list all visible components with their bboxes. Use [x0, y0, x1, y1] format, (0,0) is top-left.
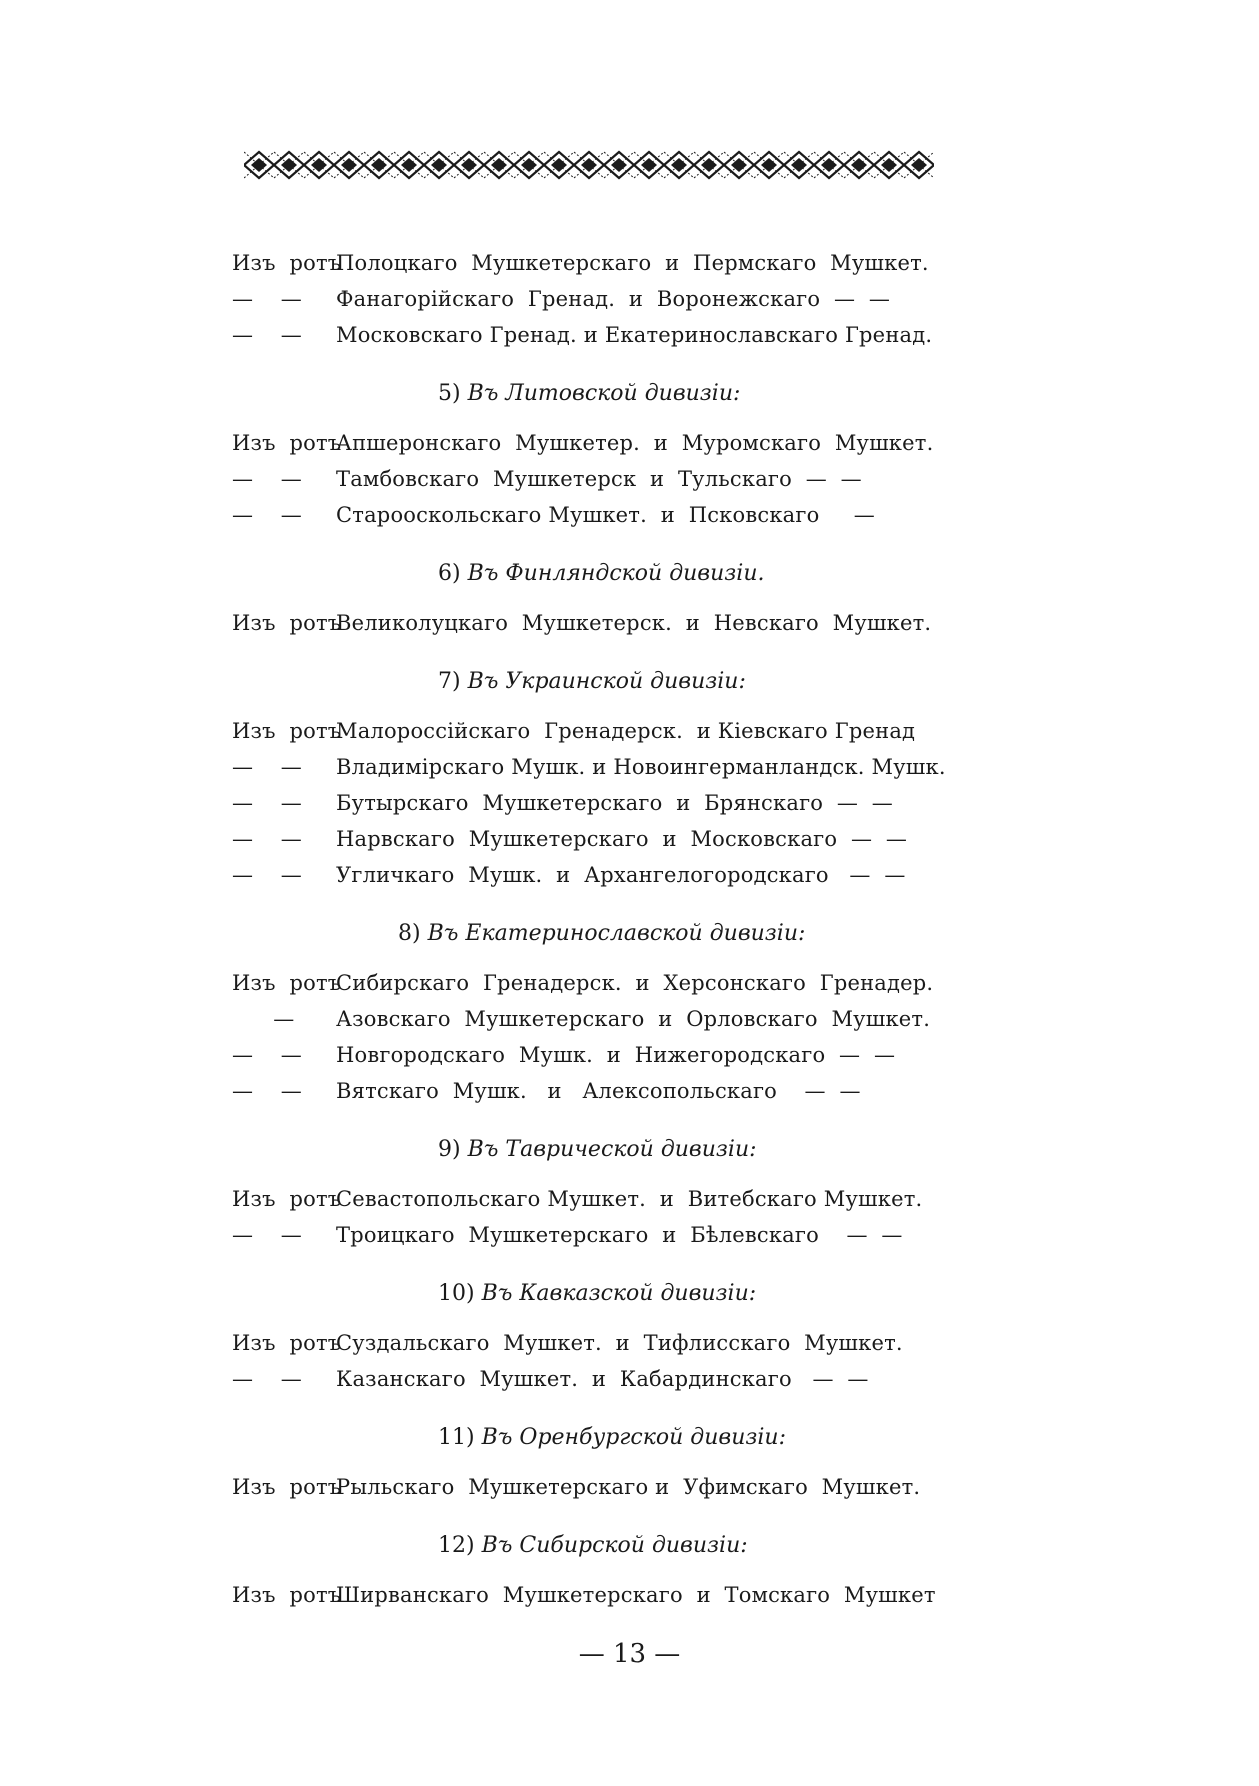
row-lead: — —	[232, 863, 302, 887]
row-lead: Изъ ротъ	[232, 719, 342, 743]
ornament-motif	[304, 152, 334, 178]
list-row	[0, 966, 1259, 1000]
ornament-motif	[754, 152, 784, 178]
section-heading	[438, 1528, 748, 1564]
row-text: Новгородскаго Мушк. и Нижегородскаго — —	[336, 1043, 896, 1067]
ornament-motif	[514, 152, 544, 178]
list-row	[0, 246, 1259, 280]
row-lead: —	[232, 1007, 295, 1031]
row-text: Рыльскаго Мушкетерскаго и Уфимскаго Мушкет.	[336, 1475, 921, 1499]
row-text: Суздальскаго Мушкет. и Тифлисскаго Мушкет.	[336, 1331, 903, 1355]
row-lead: Изъ ротъ	[232, 431, 342, 455]
section-heading	[438, 664, 746, 700]
row-lead: — —	[232, 791, 302, 815]
ornament-motif	[454, 152, 484, 178]
ornament-motif	[484, 152, 514, 178]
row-lead: Изъ ротъ	[232, 1475, 342, 1499]
row-text: Фанагорійскаго Гренад. и Воронежскаго — —	[336, 287, 891, 311]
row-lead: Изъ ротъ	[232, 611, 342, 635]
list-row	[0, 1578, 1259, 1612]
ornament-motif	[334, 152, 364, 178]
row-text: Бутырскаго Мушкетерскаго и Брянскаго — —	[336, 791, 894, 815]
ornament-motif	[574, 152, 604, 178]
ornament-motif	[814, 152, 844, 178]
section-number: 6)	[438, 561, 468, 586]
ornament-motif	[694, 152, 724, 178]
row-lead: — —	[232, 323, 302, 347]
row-lead: Изъ ротъ	[232, 1331, 342, 1355]
list-row	[0, 1038, 1259, 1072]
list-row	[0, 822, 1259, 856]
section-title: Въ Литовской дивизіи:	[467, 381, 741, 406]
row-text: Вятскаго Мушк. и Алексопольскаго — —	[336, 1079, 861, 1103]
list-row	[0, 318, 1259, 352]
list-row	[0, 606, 1259, 640]
list-row	[0, 858, 1259, 892]
row-lead: — —	[232, 1367, 302, 1391]
list-row	[0, 1074, 1259, 1108]
section-heading	[438, 1420, 786, 1456]
row-lead: Изъ ротъ	[232, 1187, 342, 1211]
ornament-motif	[844, 152, 874, 178]
row-lead: — —	[232, 1043, 302, 1067]
section-number: 12)	[438, 1533, 482, 1558]
section-number: 8)	[398, 921, 428, 946]
row-lead: — —	[232, 287, 302, 311]
row-text: Старооскольскаго Мушкет. и Псковскаго —	[336, 503, 875, 527]
list-row	[0, 426, 1259, 460]
list-row	[0, 1326, 1259, 1360]
row-lead: — —	[232, 503, 302, 527]
ornament-motif	[424, 152, 454, 178]
section-title: Въ Финляндской дивизіи.	[467, 561, 765, 586]
row-text: Казанскаго Мушкет. и Кабардинскаго — —	[336, 1367, 869, 1391]
section-number: 11)	[438, 1425, 482, 1450]
ornament-icon	[244, 150, 934, 180]
section-title: Въ Таврической дивизіи:	[467, 1137, 757, 1162]
ornament-motif	[604, 152, 634, 178]
list-row	[0, 1362, 1259, 1396]
row-text: Севастопольскаго Мушкет. и Витебскаго Мушкет.	[336, 1187, 923, 1211]
row-text: Нарвскаго Мушкетерскаго и Московскаго — —	[336, 827, 908, 851]
section-title: Въ Оренбургской дивизіи:	[481, 1425, 786, 1450]
list-row	[0, 1002, 1259, 1036]
list-row	[0, 750, 1259, 784]
ornament-motif	[724, 152, 754, 178]
row-text: Малороссійскаго Гренадерск. и Кіевскаго Гренад	[336, 719, 916, 743]
row-text: Московскаго Гренад. и Екатеринославскаго Гренад.	[336, 323, 933, 347]
section-heading	[438, 376, 740, 412]
decorative-ornament-band	[244, 150, 934, 180]
row-lead: Изъ ротъ	[232, 251, 342, 275]
ornament-motif	[544, 152, 574, 178]
row-text: Ширванскаго Мушкетерскаго и Томскаго Мушкет	[336, 1583, 936, 1607]
ornament-motif	[634, 152, 664, 178]
list-row	[0, 462, 1259, 496]
list-row	[0, 1182, 1259, 1216]
row-text: Тамбовскаго Мушкетерск и Тульскаго — —	[336, 467, 862, 491]
row-text: Сибирскаго Гренадерск. и Херсонскаго Гренадер.	[336, 971, 934, 995]
ornament-motif	[274, 152, 304, 178]
ornament-motif	[874, 152, 904, 178]
ornament-motif	[364, 152, 394, 178]
row-lead: — —	[232, 467, 302, 491]
row-text: Владимірскаго Мушк. и Новоингерманландск. Мушк.	[336, 755, 946, 779]
row-lead: — —	[232, 1079, 302, 1103]
row-text: Угличкаго Мушк. и Архангелогородскаго — —	[336, 863, 906, 887]
section-heading	[398, 916, 805, 952]
section-number: 10)	[438, 1281, 482, 1306]
list-row	[0, 786, 1259, 820]
ornament-motif	[394, 152, 424, 178]
section-title: Въ Сибирской дивизіи:	[481, 1533, 748, 1558]
row-text: Великолуцкаго Мушкетерск. и Невскаго Мушкет.	[336, 611, 932, 635]
list-row	[0, 714, 1259, 748]
section-heading	[438, 556, 764, 592]
section-title: Въ Кавказской дивизіи:	[481, 1281, 757, 1306]
section-number: 9)	[438, 1137, 468, 1162]
row-text: Полоцкаго Мушкетерскаго и Пермскаго Мушкет.	[336, 251, 929, 275]
ornament-motif	[904, 152, 934, 178]
section-title: Въ Украинской дивизіи:	[467, 669, 746, 694]
row-lead: — —	[232, 827, 302, 851]
ornament-motif	[664, 152, 694, 178]
list-row	[0, 498, 1259, 532]
list-row	[0, 282, 1259, 316]
page-number: — 13 —	[578, 1639, 681, 1669]
row-text: Апшеронскаго Мушкетер. и Муромскаго Мушкет.	[336, 431, 934, 455]
section-heading	[438, 1132, 757, 1168]
list-row	[0, 1218, 1259, 1252]
row-text: Азовскаго Мушкетерскаго и Орловскаго Мушкет.	[336, 1007, 931, 1031]
section-title: Въ Екатеринославской дивизіи:	[427, 921, 806, 946]
row-text: Троицкаго Мушкетерскаго и Бѣлевскаго — —	[336, 1223, 903, 1247]
list-row	[0, 1470, 1259, 1504]
row-lead: Изъ ротъ	[232, 1583, 342, 1607]
row-lead: — —	[232, 755, 302, 779]
section-heading	[438, 1276, 756, 1312]
row-lead: Изъ ротъ	[232, 971, 342, 995]
ornament-motif	[784, 152, 814, 178]
section-number: 7)	[438, 669, 468, 694]
section-number: 5)	[438, 381, 468, 406]
ornament-motif	[244, 152, 274, 178]
row-lead: — —	[232, 1223, 302, 1247]
